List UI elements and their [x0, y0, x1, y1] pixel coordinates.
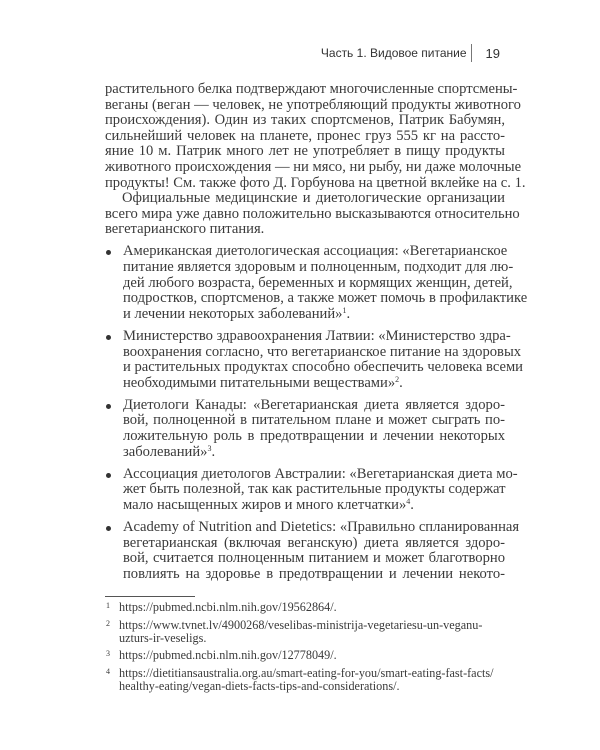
- paragraph-1: [105, 81, 526, 191]
- text-line: происхождения). Один из таких спортсменов, Патрик Бабумян,: [105, 112, 505, 129]
- footnote-number: 3: [106, 649, 110, 658]
- text-line: Американская диетологическая ассоциация: «Вегетарианское: [123, 243, 508, 260]
- text-line: сильнейший человек на планете, пронес груз 555 кг на рассто-: [105, 127, 505, 144]
- text-line: Academy of Nutrition and Dietetics: «Правильно спланированная: [123, 518, 520, 535]
- bullet-icon: [106, 335, 111, 340]
- footnote-number: 1: [106, 601, 110, 610]
- footnote: [105, 649, 505, 662]
- paragraph-2: [105, 190, 520, 238]
- footnote-link[interactable]: https://www.tvnet.lv/4900268/veselibas-ministrija-vegetariesu-un-veganu-: [119, 617, 483, 632]
- footnote-link[interactable]: https://pubmed.ncbi.nlm.nih.gov/12778049/.: [119, 648, 337, 662]
- text-line: вегетарианского питания.: [105, 221, 265, 238]
- bullet-item: Диетологи Канады: «Вегетарианская диета является здоро- вой, полноценной в питательном плане и может сыграть по- ложительную роль в предотвращении и лечении некоторых заболеваний»$^3$.: [105, 398, 505, 460]
- text-line: Ассоциация диетологов Австралии: «Вегетарианская диета мо-: [123, 465, 518, 482]
- footnote: [105, 619, 505, 645]
- footnote-divider: [105, 596, 195, 597]
- footnote-link[interactable]: https://dietitiansaustralia.org.au/smart-eating-for-you/smart-eating-fast-facts/: [119, 665, 494, 680]
- footnote-ref[interactable]: 2: [395, 374, 400, 384]
- text-line: Официальные медицинские и диетологические организации: [122, 190, 505, 207]
- text-line: воохранения согласно, что вегетарианское питание на здоровых: [123, 343, 522, 360]
- bullet-icon: [106, 526, 111, 531]
- body-text: [105, 81, 528, 582]
- text-line: и растительных продуктах способно обеспечить человека всеми: [123, 359, 523, 376]
- text-line: животного происхождения — ни мясо, ни рыбу, ни даже молочные: [105, 158, 522, 175]
- text-line: Диетологи Канады: «Вегетарианская диета является здоро-: [123, 396, 505, 413]
- text-line: вегетарианская (включая веганскую) диета является здоро-: [123, 534, 505, 551]
- bullet-item: Американская диетологическая ассоциация: «Вегетарианское питание является здоровым и полноценным, подходит для лю- дей любого возраста, беременных и кормящих женщин, детей, подростков, спортсменов, а также может помочь в профилактике и лечении некоторых заболеваний»$^1$.: [105, 244, 505, 322]
- text-line: необходимыми питательными веществами»: [123, 374, 396, 391]
- running-header: [321, 44, 500, 62]
- text-line: вой, считается полноценным питанием и может благотворно: [123, 550, 505, 567]
- bullet-icon: [106, 404, 111, 409]
- text-line: мало насыщенных жиров и много клетчатки»: [123, 496, 407, 513]
- text-line: веганы (веган — человек, не употребляющий продукты животного: [105, 96, 521, 113]
- text-line: яние 10 м. Патрик много лет не употребляет в пищу продукты: [105, 143, 505, 160]
- text-line: всего мира уже давно положительно высказываются относительно: [105, 205, 520, 222]
- footnote-ref[interactable]: 4: [406, 496, 411, 506]
- bullet-item: [105, 518, 520, 582]
- bullet-item: Министерство здравоохранения Латвии: «Министерство здра- воохранения согласно, что вегетарианское питание на здоровых и растительных продуктах способно обеспечить человека всеми необходимыми питательными веществами»$^2$.: [105, 329, 505, 391]
- footnote-number: 4: [106, 666, 110, 676]
- text-line: подростков, спортсменов, а также может помочь в профилактике: [123, 290, 528, 307]
- section-title: Часть 1. Видовое питание: [320, 46, 467, 60]
- text-line: вой, полноценной в питательном плане и может сыграть по-: [123, 412, 505, 429]
- text-line: Министерство здравоохранения Латвии: «Министерство здра-: [123, 327, 511, 344]
- text-line: заболеваний»: [123, 443, 208, 460]
- footnote-link-cont[interactable]: healthy-eating/vegan-diets-facts-tips-and-considerations/.: [119, 678, 400, 693]
- footnotes: [105, 601, 505, 697]
- bullet-icon: [106, 250, 111, 255]
- footnote-ref[interactable]: 1: [342, 305, 347, 315]
- text-line: повлиять на здоровье в предотвращении и лечении некото-: [123, 565, 505, 582]
- header-divider: [471, 44, 472, 62]
- footnote-link-cont[interactable]: uzturs-ir-veseligs.: [119, 630, 207, 645]
- bullet-item: Ассоциация диетологов Австралии: «Вегетарианская диета мо- жет быть полезной, так как растительные продукты содержат мало насыщенных жиров и много клетчатки»$^4$.: [105, 467, 505, 514]
- footnote: [105, 667, 505, 693]
- footnote-ref[interactable]: 3: [207, 443, 212, 453]
- page-number: 19: [485, 45, 500, 61]
- text-line: ложительную роль в предотвращении и лечении некоторых: [123, 427, 505, 444]
- text-line: жет быть полезной, так как растительные продукты содержат: [123, 481, 506, 498]
- text-line: питание является здоровым и полноценным, подходит для лю-: [123, 259, 514, 276]
- footnote: [105, 601, 505, 614]
- text-line: дей любого возраста, беременных и кормящих женщин, детей,: [123, 274, 513, 291]
- footnote-link[interactable]: https://pubmed.ncbi.nlm.nih.gov/19562864/.: [119, 600, 337, 614]
- footnote-number: 2: [106, 618, 110, 628]
- text-line: растительного белка подтверждают многочисленные спортсмены-: [105, 81, 518, 97]
- bullet-icon: [106, 473, 111, 478]
- text-line: продукты! См. также фото Д. Горбунова на цветной вклейке на с. 1.: [105, 174, 526, 191]
- text-line: и лечении некоторых заболеваний»: [123, 305, 343, 322]
